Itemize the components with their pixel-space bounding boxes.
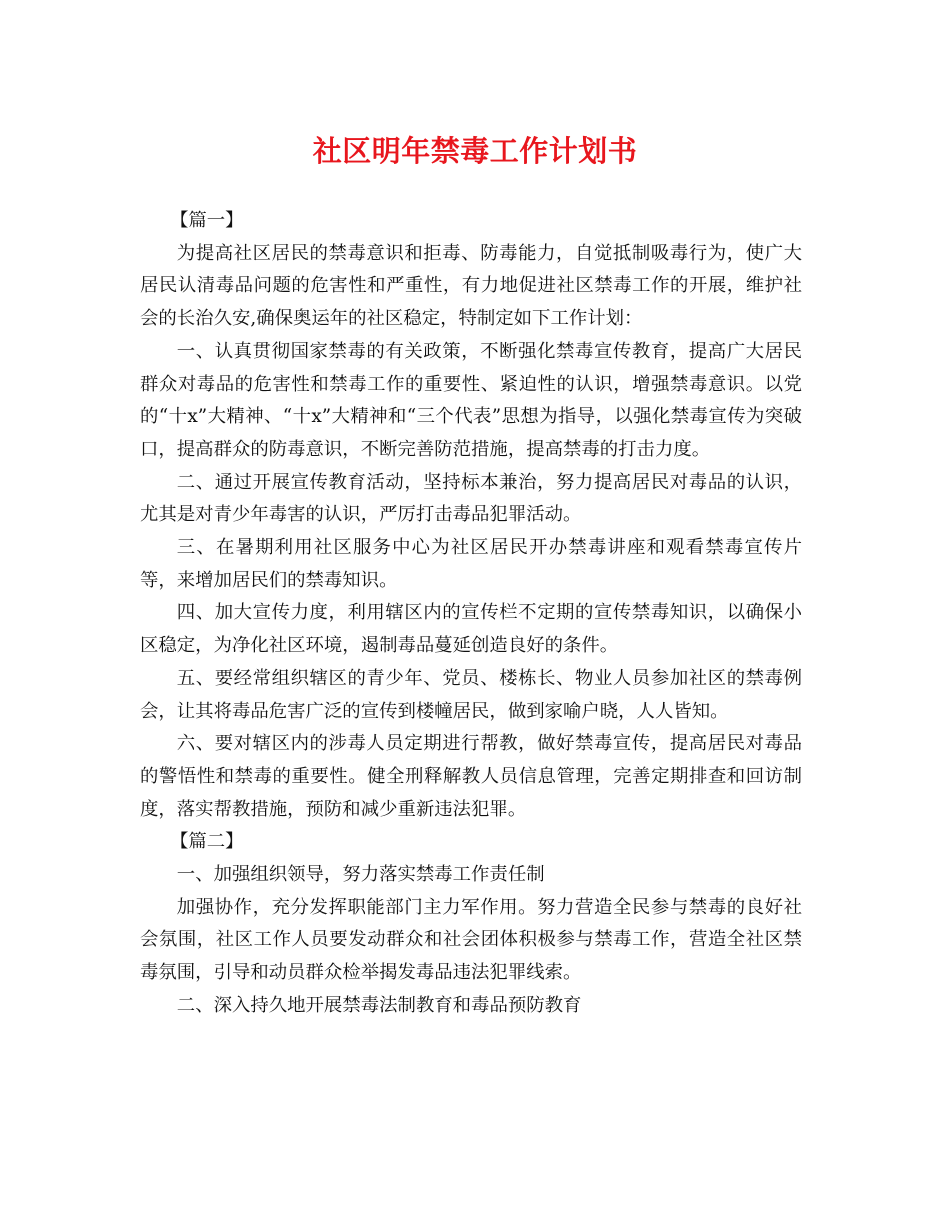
section-heading-2: 【篇二】 xyxy=(170,831,244,853)
paragraph-intro: 为提高社区居民的禁毒意识和拒毒、防毒能力，自觉抵制吸毒行为，使广大居民认清毒品问题的危害性和严重性，有力地促进社区禁毒工作的开展，维护社会的长治久安,确保奥运年的社区稳定，特制定如下工作计划： xyxy=(140,242,802,330)
paragraph-heading-2: 二、深入持久地开展禁毒法制教育和毒品预防教育 xyxy=(176,994,582,1016)
section-heading-1: 【篇一】 xyxy=(170,210,244,231)
paragraph-item-1: 一、认真贯彻国家禁毒的有关政策，不断强化禁毒宣传教育，提高广大居民群众对毒品的危害性和禁毒工作的重要性、紧迫性的认识，增强禁毒意识。以党的“十x”大精神、“十x”大精神和“三个代表”思想为指导，以强化禁毒宣传为突破口，提高群众的防毒意识，不断完善防范措施，提高禁毒的打击力度。 xyxy=(140,340,802,460)
paragraph-coordination: 加强协作，充分发挥职能部门主力军作用。努力营造全民参与禁毒的良好社会氛围，社区工作人员要发动群众和社会团体积极参与禁毒工作，营造全社区禁毒氛围，引导和动员群众检举揭发毒品违法犯罪线索。 xyxy=(140,896,802,984)
paragraph-heading-1: 一、加强组织领导，努力落实禁毒工作责任制 xyxy=(176,864,545,886)
document-title: 社区明年禁毒工作计划书 xyxy=(312,134,638,168)
paragraph-item-5: 五、要经常组织辖区的青少年、党员、楼栋长、物业人员参加社区的禁毒例会，让其将毒品危害广泛的宣传到楼幢居民，做到家喻户晓，人人皆知。 xyxy=(140,667,802,722)
paragraph-item-2: 二、通过开展宣传教育活动，坚持标本兼治，努力提高居民对毒品的认识，尤其是对青少年毒害的认识，严厉打击毒品犯罪活动。 xyxy=(140,471,802,526)
paragraph-item-4: 四、加大宣传力度，利用辖区内的宣传栏不定期的宣传禁毒知识，以确保小区稳定，为净化社区环境，遏制毒品蔓延创造良好的条件。 xyxy=(140,602,802,657)
document-body xyxy=(140,205,802,1023)
paragraph-item-6: 六、要对辖区内的涉毒人员定期进行帮教，做好禁毒宣传，提高居民对毒品的警悟性和禁毒的重要性。健全刑释解教人员信息管理，完善定期排查和回访制度，落实帮教措施，预防和减少重新违法犯罪。 xyxy=(140,733,802,820)
paragraph-item-3: 三、在暑期利用社区服务中心为社区居民开办禁毒讲座和观看禁毒宣传片等，来增加居民们的禁毒知识。 xyxy=(140,537,802,591)
